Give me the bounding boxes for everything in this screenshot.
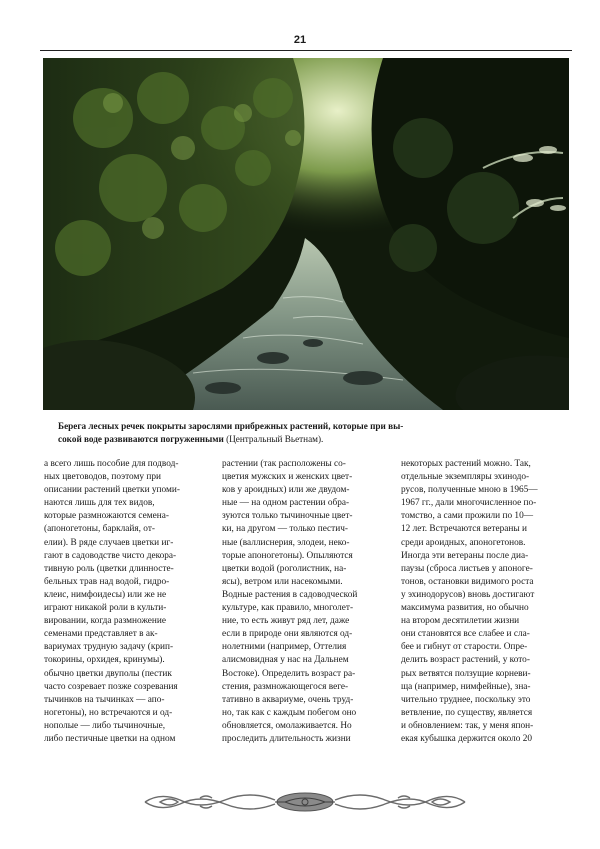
text-line: и обновлением: так, у меня япон-: [401, 720, 534, 731]
text-line: ных цветоводов, поэтому при: [44, 472, 161, 483]
text-line: играют никакой роли в культи-: [44, 603, 167, 614]
text-line: алисмовидная у нас на Дальнем: [222, 655, 349, 666]
caption-bold-line-2: сокой воде развиваются погруженными: [58, 434, 224, 444]
text-line: елии). В ряде случаев цветки иг-: [44, 537, 174, 548]
text-line: отдельные экземпляры эхинодо-: [401, 472, 530, 483]
text-line: описании растений цветки упоми-: [44, 485, 180, 496]
text-line: тычинков на тычинках — апо-: [44, 694, 165, 705]
text-line: ща (например, нимфейные), зна-: [401, 681, 531, 692]
text-line: ясы), ветром или насекомыми.: [222, 576, 343, 587]
text-line: культуре, как правило, многолет-: [222, 603, 354, 614]
text-line: ные — на одном растении обра-: [222, 498, 350, 509]
text-line: Иногда эти ветераны после диа-: [401, 550, 529, 561]
text-line: ногетоны), но встречаются и од-: [44, 707, 173, 718]
text-line: либо пестичные цветки на одном: [44, 733, 176, 744]
text-line: а всего лишь пособие для подвод-: [44, 459, 179, 469]
text-line: екая кубышка держится около 20: [401, 733, 533, 744]
text-line: (апоногетоны, барклайя, от-: [44, 524, 155, 535]
text-line: они становятся все слабее и сла-: [401, 629, 530, 640]
text-line: у эхинодорусов) вновь достигают: [401, 589, 535, 600]
text-line: гают в садоводстве чисто декора-: [44, 550, 177, 561]
text-line: делить возраст растений, у кото-: [401, 655, 530, 666]
text-line: среди ароидных, апоногетонов.: [401, 537, 526, 548]
text-line: токорины, орхидея, кринумы).: [44, 655, 165, 666]
decorative-ornament-icon: [140, 788, 470, 816]
text-line: рых ветвятся ползущие корневи-: [401, 668, 531, 679]
text-line: нолетними (например, Оттелия: [222, 642, 347, 653]
photo-caption: [58, 420, 498, 446]
text-line: часто созревает позже созревания: [44, 681, 178, 692]
text-line: ние, то есть живут ряд лет, даже: [222, 616, 350, 627]
text-line: чительно труднее, поскольку это: [401, 694, 531, 705]
text-column-3: [401, 458, 561, 746]
text-line: на втором десятилетии жизни: [401, 616, 520, 627]
text-line: проследить длительность жизни: [222, 733, 351, 744]
text-line: торые апоногетоны). Опыляются: [222, 550, 353, 561]
text-line: 12 лет. Встречаются ветераны и: [401, 524, 527, 535]
caption-bold-line-1: Берега лесных речек покрыты зарослями прибрежных растений, которые при вы-: [58, 421, 404, 431]
text-line: 1967 гг., дали многочисленное по-: [401, 498, 537, 509]
text-line: русов, полученные мною в 1965—: [401, 485, 538, 496]
text-line: зуются только тычиночные цвет-: [222, 511, 353, 522]
page-number: 21: [293, 34, 307, 46]
caption-location: (Центральный Вьетнам).: [223, 434, 324, 444]
text-line: ные (валлиснерия, элодеи, неко-: [222, 537, 350, 548]
text-line: семенами представляет в ак-: [44, 629, 158, 640]
text-line: цветки водой (роголистник, на-: [222, 563, 347, 574]
text-line: тивную роль (цветки длинносте-: [44, 563, 174, 574]
text-column-1: [44, 458, 204, 746]
text-line: максимума развития, но обычно: [401, 603, 529, 614]
text-line: цветия мужских и женских цвет-: [222, 472, 353, 483]
text-line: вировании, когда размножение: [44, 616, 166, 627]
text-line: если в природе они являются од-: [222, 629, 353, 640]
text-line: но, так как с каждым побегом оно: [222, 707, 357, 718]
text-line: томство, а сами прожили по 10—: [401, 511, 534, 522]
text-line: ков у ароидных) или же двудом-: [222, 485, 350, 496]
text-line: наются лишь для тех видов,: [44, 498, 155, 509]
text-line: некоторых растений можно. Так,: [401, 459, 531, 469]
text-line: обычно цветки двуполы (пестик: [44, 668, 172, 679]
text-line: паузы (сброса листьев у апоноге-: [401, 563, 533, 574]
text-line: Водные растения в садоводческой: [222, 589, 358, 600]
text-line: клеис, нимфоидесы) или же не: [44, 589, 167, 600]
text-line: бельных трав над водой, гидро-: [44, 576, 170, 587]
text-line: стения, размножающегося веге-: [222, 681, 349, 692]
forest-stream-photo: [43, 58, 569, 410]
header-rule: [40, 50, 572, 51]
text-line: тонов, остановки видимого роста: [401, 576, 534, 587]
text-column-2: [222, 458, 382, 746]
text-line: бее и гибнут от старости. Опре-: [401, 642, 528, 653]
text-line: ветвление, по существу, является: [401, 707, 533, 718]
text-line: растении (так расположены со-: [222, 459, 346, 469]
text-line: тативно в аквариуме, очень труд-: [222, 694, 354, 705]
text-line: которые размножаются семена-: [44, 511, 169, 522]
text-line: Востоке). Определить возраст ра-: [222, 668, 356, 679]
text-line: обновляется, омолаживается. Но: [222, 720, 352, 731]
text-line: ки, на другом — только пестич-: [222, 524, 348, 535]
text-line: нополые — либо тычиночные,: [44, 720, 166, 731]
text-line: вариумах трудную задачу (крип-: [44, 642, 174, 653]
